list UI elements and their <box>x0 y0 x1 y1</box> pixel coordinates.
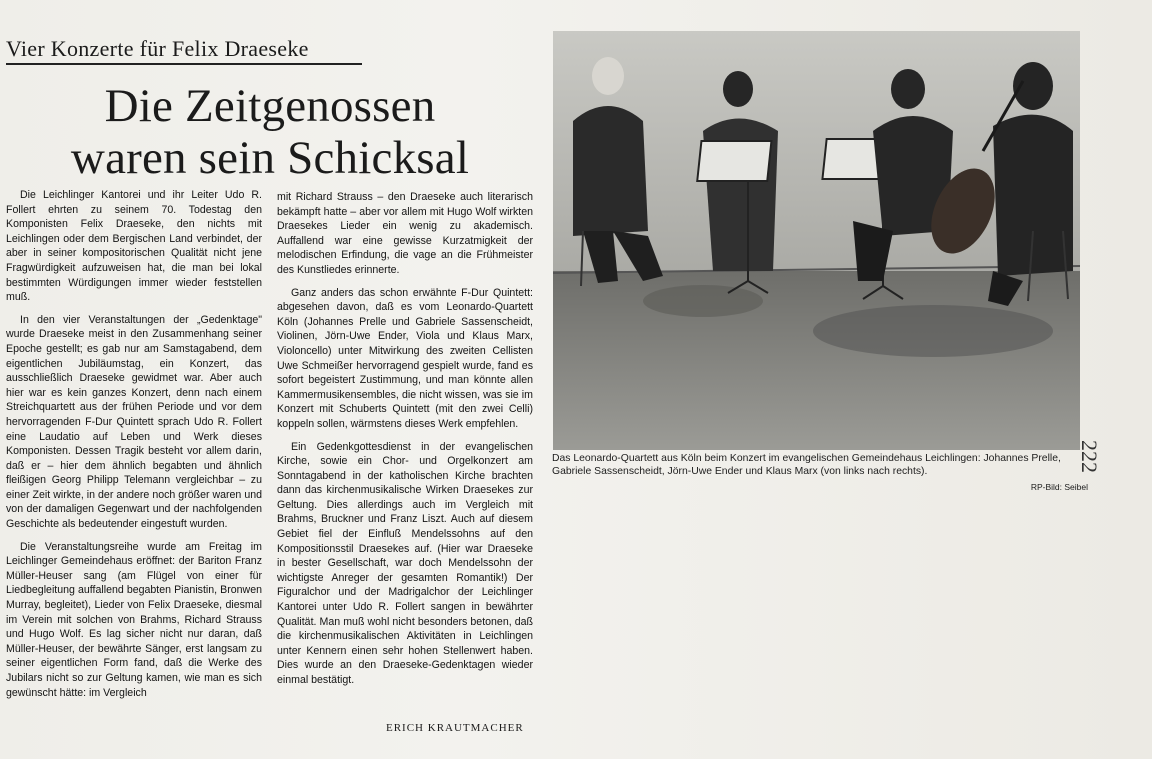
article-kicker: Vier Konzerte für Felix Draeseke <box>6 36 309 61</box>
paragraph: Ein Gedenkgottesdienst in der evangelischen Kirche, sowie ein Chor- und Orgelkonzert am Sonntagabend in der katholischen Kirche brachten dann das kirchenmusikalische Wirken Draesekes zur Geltung. Dies allerdings auch im Vergleich mit Brahms, Bruckner und Franz Liszt. Auch auf diesem Gebiet fiel der Einfluß Mendelssohns auf den Kompositionsstil Draesekes auf. (Hier war Draeseke in bester Gesellschaft, war doch Mendelssohn der wichtigste Anreger der gesamten Romantik!) Der Figuralchor und der Madrigalchor der Leichlinger Kantorei unter Udo R. Follert sangen in bewährter Qualität. Man muß wohl nicht besonders betonen, daß die kirchenmusikalischen Aktivitäten in Leichlingen unter Kennern einen sehr hohen Stellenwert haben. Dies wurde an den Draeseke-Gedenktagen wieder einmal bestätigt. <box>277 440 533 686</box>
paragraph: In den vier Veranstaltungen der „Gedenktage" wurde Draeseke meist in den Zusammenhang seiner Epoche gestellt; es gab nur am Samstagabend, dem eigentlichen Jubiläumstag, ein Konzert, das ausschließlich Draeseke gewidmet war. Aber auch hier war es kein ganzes Konzert, denn nach einem Streichquartett aus der frühen Periode und vor dem hervorragenden F-Dur Quintett sprach Udo R. Follert eine Laudatio auf Leben und Werk dieses Komponisten. Dessen Tragik besteht vor allem darin, daß er – hier dem ähnlich begabten und ähnlich fleißigen Georg Philipp Telemann vergleichbar – zu einer Zeit wirkte, in der andere noch größer waren und von der damaligen Gegenwart und der nachfolgenden Geschichte als bedeutender eingestuft wurden. <box>6 313 262 531</box>
paragraph: Die Leichlinger Kantorei und ihr Leiter Udo R. Follert ehrten zu seinem 70. Todestag den Komponisten Felix Draeseke, den nichts mit Leichlingen oder dem Bergischen Land verbindet, der aber in seiner kompositorischen Qualität nicht jene Fragwürdigkeit aufzuweisen hat, die man bei lokal bestimmten Würdigungen immer wieder feststellen muß. <box>6 189 262 304</box>
page-number: 222 <box>1077 440 1102 473</box>
quartet-photo <box>553 31 1080 450</box>
photo-credit: RP-Bild: Seibel <box>1030 482 1088 492</box>
paragraph: mit Richard Strauss – den Draeseke auch literarisch bekämpft hatte – aber vor allem mit Hugo Wolf wirkten Draesekes Lieder ein wenig zu akademisch. Auffallend war eine gewisse Kurzatmigkeit der melodischen Erfindung, die vage an die Frühmeister des Kunstliedes erinnerte. <box>277 191 533 276</box>
paragraph: Ganz anders das schon erwähnte F-Dur Quintett: abgesehen davon, daß es vom Leonardo-Quartett Köln (Johannes Prelle und Gabriele Sassenscheidt, Violinen, Jörn-Uwe Ender, Viola und Klaus Marx, Violoncello) unter Mitwirkung des zweiten Cellisten Uwe Schmeißer hervorragend gespielt wurde, fand es sofort begeistert Zustimmung, und man könnte allen Kammermusikensembles, die nicht wissen, was sie im Konzert mit Schuberts Quintett (mit den zwei Celli) koppeln sollen, wärmstens dieses Werk empfehlen. <box>277 286 533 430</box>
article-byline: ERICH KRAUTMACHER <box>386 722 524 734</box>
photo-caption: Das Leonardo-Quartett aus Köln beim Konzert im evangelischen Gemeindehaus Leichlingen: Johannes Prelle, Gabriele Sassenscheidt, Jörn-Uwe Ender und Klaus Marx (von links nach rechts). <box>552 453 1061 477</box>
article-column-1 <box>6 188 262 700</box>
article-headline <box>0 80 540 184</box>
headline-line-2: waren sein Schicksal <box>70 132 470 184</box>
article-column-2 <box>277 190 533 688</box>
kicker-underline <box>6 63 362 65</box>
headline-line-1: Die Zeitgenossen <box>104 80 436 132</box>
paragraph: Die Veranstaltungsreihe wurde am Freitag im Leichlinger Gemeindehaus eröffnet: der Bariton Franz Müller-Heuser sang (am Flügel von einer für Liedbegleitung auffallend begabten Pianistin, Bronwen Murray, begleitet), Lieder von Felix Draeseke, diesmal im Verein mit solchen von Brahms, Richard Strauss und Hugo Wolf. Es lag sicher nicht nur daran, daß Müller-Heuser, der bewährte Sänger, erst langsam zu seiner eigentlichen Form fand, daß die Werke des Jubilars nicht so zur Geltung kamen, wie man es sich gewünscht hätte: im Vergleich <box>6 540 262 699</box>
